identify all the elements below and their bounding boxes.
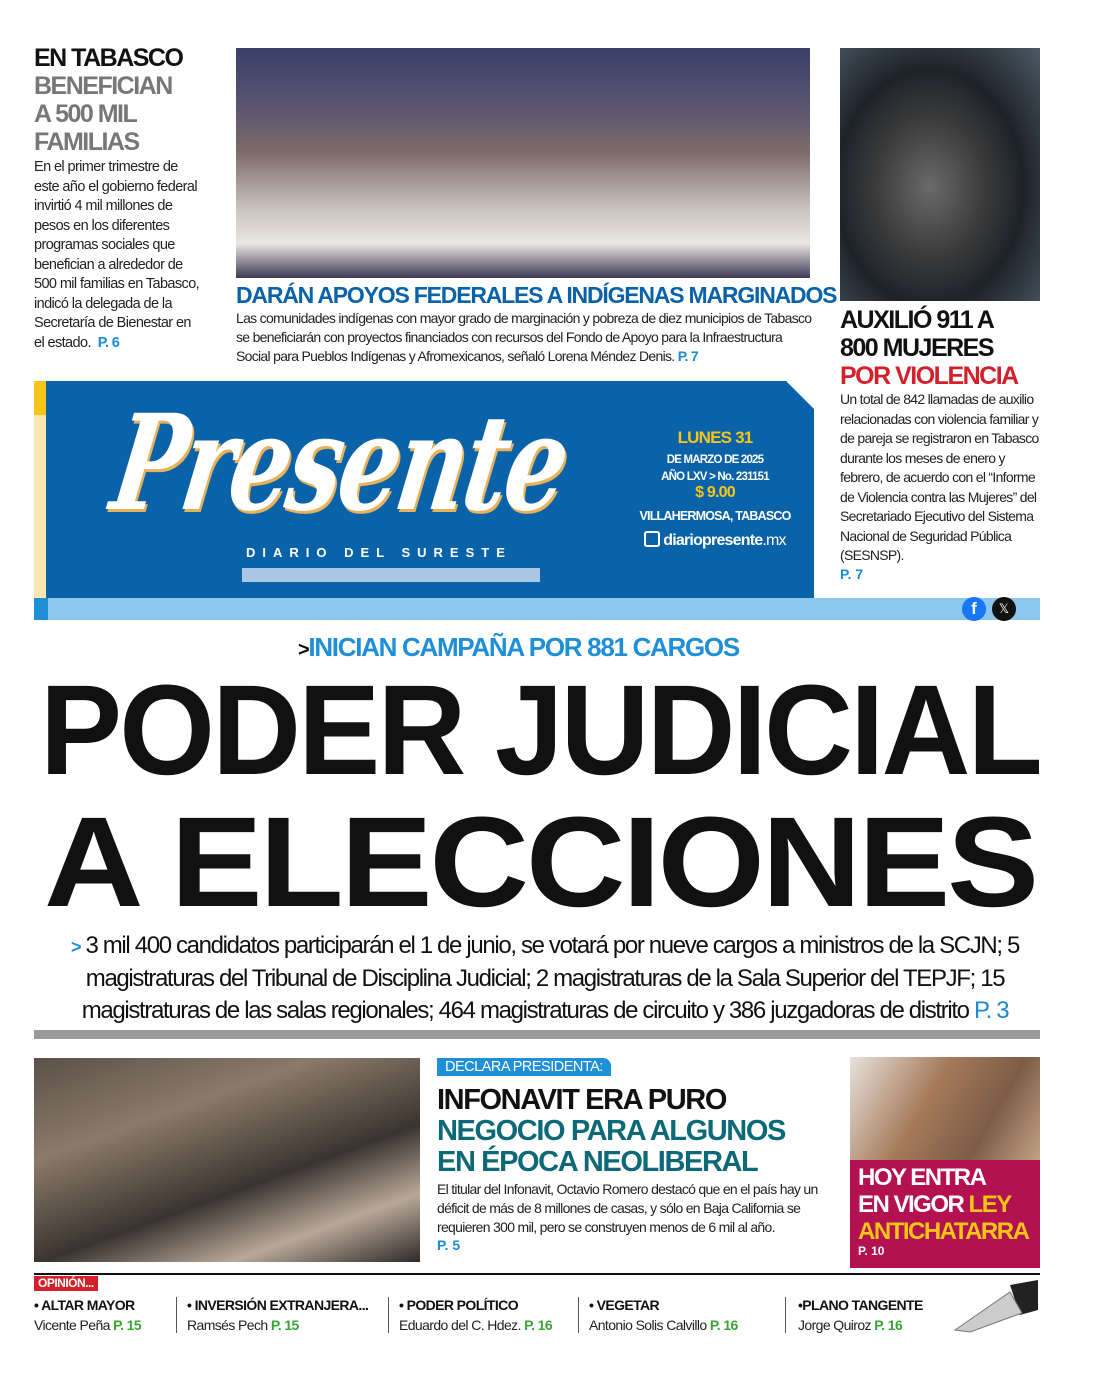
center-title-a: DARÁN APOYOS FEDERALES <box>236 282 543 308</box>
ley-line-3: ANTICHATARRA <box>858 1218 1029 1245</box>
left-story-page[interactable]: P. 6 <box>97 334 120 351</box>
right-story-body: Un total de 842 llamadas de auxilio relacionadas con violencia familiar y de pareja se registraron en Tabasco durante los meses de enero y febrero, de acuerdo con el “Informe de Violencia contra las Mujeres” del Secretariado Ejecutivo del Sistema Nacional de Seguridad Pública (SESNSP). <box>840 391 1039 563</box>
selfie-photo <box>34 1058 420 1262</box>
main-story-body: 3 mil 400 candidatos participarán el 1 de junio, se votará por nueve cargos a ministros de la SCJN; 5 magistraturas del Tribunal de Disciplina Judicial; 2 magistraturas de la Sala Superior del TEPJF; 15 magistraturas de las salas regionales; 464 magistraturas de circuito y 386 juzgadoras de distrito <box>81 932 1020 1024</box>
center-story-page[interactable]: P. 7 <box>677 348 699 364</box>
ley-line-2b: LEY <box>968 1191 1011 1218</box>
masthead-cream-bar <box>34 415 46 598</box>
left-story-body: En el primer trimestre de este año el gobierno federal invirtió 4 mil millones de pesos en los diferentes programas sociales que benefician a alrededor de 500 mil familias en Tabasco, indicó la delegada de la Secretaría de Bienestar en el estado. <box>34 159 200 351</box>
opinion-column[interactable]: •PLANO TANGENTE Jorge Quiroz P. 16 <box>785 1297 945 1333</box>
main-kicker: >INICIAN CAMPAÑA POR 881 CARGOS <box>298 632 739 662</box>
left-headline-2: BENEFICIAN <box>34 72 172 100</box>
opinion-column[interactable]: • INVERSIÓN EXTRANJERA... Ramsés Pech P. 15 <box>176 1297 388 1333</box>
website-logo-icon <box>644 531 660 547</box>
main-headline-line-1[interactable]: PODER JUDICIAL <box>40 658 1040 802</box>
kicker-arrow-icon: > <box>298 639 309 661</box>
right-story-page[interactable]: P. 7 <box>840 565 864 582</box>
center-title-b: A INDÍGENAS MARGINADOS <box>546 282 837 308</box>
crowd-photo <box>236 48 810 278</box>
infonavit-headline-1: INFONAVIT ERA PURO <box>437 1084 726 1116</box>
opinion-rule <box>34 1273 1040 1275</box>
center-story[interactable] <box>236 282 837 366</box>
tagline-bar <box>242 568 540 582</box>
infonavit-headline-2: NEGOCIO PARA ALGUNOS <box>437 1115 785 1147</box>
edition-price: $ 9.00 <box>695 484 735 501</box>
divider <box>34 1030 1040 1039</box>
opinion-column[interactable]: • PODER POLÍTICO Eduardo del C. Hdez. P. 16 <box>388 1297 578 1333</box>
masthead-yellow-bar <box>34 381 46 415</box>
left-headline-4: FAMILIAS <box>34 128 139 156</box>
right-headline-3: POR VIOLENCIA <box>840 362 1018 390</box>
woman-photo <box>840 48 1040 301</box>
center-story-body: Las comunidades indígenas con mayor grado de marginación y pobreza de diez municipios de Tabasco se beneficiarán con proyectos financiados con recursos del Fondo de Apoyo para la Infraestructura Social para Pueblos Indígenas y Afromexicanos, señaló Lorena Méndez Denis. <box>236 310 812 364</box>
right-headline-2: 800 MUJERES <box>840 334 994 362</box>
store-photo <box>850 1057 1040 1167</box>
opinion-columns <box>34 1297 945 1333</box>
main-headline-line-2[interactable]: A ELECCIONES <box>44 790 1036 934</box>
ley-line-2: EN VIGOR <box>858 1191 969 1218</box>
edition-day: LUNES 31 <box>677 428 753 447</box>
infonavit-story[interactable] <box>437 1086 829 1253</box>
right-headline-1: AUXILIÓ 911 A <box>840 306 994 334</box>
main-story-deck <box>40 930 1050 1027</box>
tagline: DIARIO DEL SURESTE <box>246 545 512 560</box>
ley-line-1: HOY ENTRA <box>858 1164 986 1191</box>
facebook-icon[interactable]: f <box>962 597 986 621</box>
fountain-pen-icon <box>950 1280 1040 1340</box>
left-headline-1: EN TABASCO <box>34 44 183 72</box>
left-headline-3: A 500 MIL <box>34 100 137 128</box>
opinion-column[interactable]: • ALTAR MAYOR Vicente Peña P. 15 <box>34 1297 142 1333</box>
website-link[interactable]: diariopresente.mx <box>630 531 800 550</box>
infonavit-label: DECLARA PRESIDENTA: <box>437 1058 611 1076</box>
right-story[interactable] <box>840 308 1044 582</box>
opinion-label: OPINIÓN... <box>34 1276 98 1291</box>
logo-presente[interactable]: Presente <box>102 386 577 541</box>
deck-arrow-icon: > <box>70 937 81 957</box>
left-story[interactable] <box>34 46 204 353</box>
infonavit-headline-3: EN ÉPOCA NEOLIBERAL <box>437 1146 758 1178</box>
edition-date: DE MARZO DE 2025 <box>666 454 764 466</box>
edition-issue: AÑO LXV > No. 231151 <box>661 471 769 483</box>
masthead-lightblue-bar <box>48 598 1040 620</box>
masthead-info <box>630 428 800 550</box>
main-story-page[interactable]: P. 3 <box>974 997 1009 1024</box>
masthead-blue-square <box>34 598 48 620</box>
x-icon[interactable]: 𝕏 <box>992 597 1016 621</box>
infonavit-page[interactable]: P. 5 <box>437 1237 461 1253</box>
ley-page: P. 10 <box>858 1244 885 1258</box>
edition-city: VILLAHERMOSA, TABASCO <box>639 509 791 523</box>
infonavit-body: El titular del Infonavit, Octavio Romero destacó que en el país hay un déficit de más de 8 millones de casas, y sólo en Baja California se requieren 300 mil, pero se construyen menos de 6 mil al año. <box>437 1181 818 1235</box>
opinion-column[interactable]: • VEGETAR Antonio Solis Calvillo P. 16 <box>578 1297 785 1333</box>
ley-box[interactable] <box>850 1160 1040 1268</box>
